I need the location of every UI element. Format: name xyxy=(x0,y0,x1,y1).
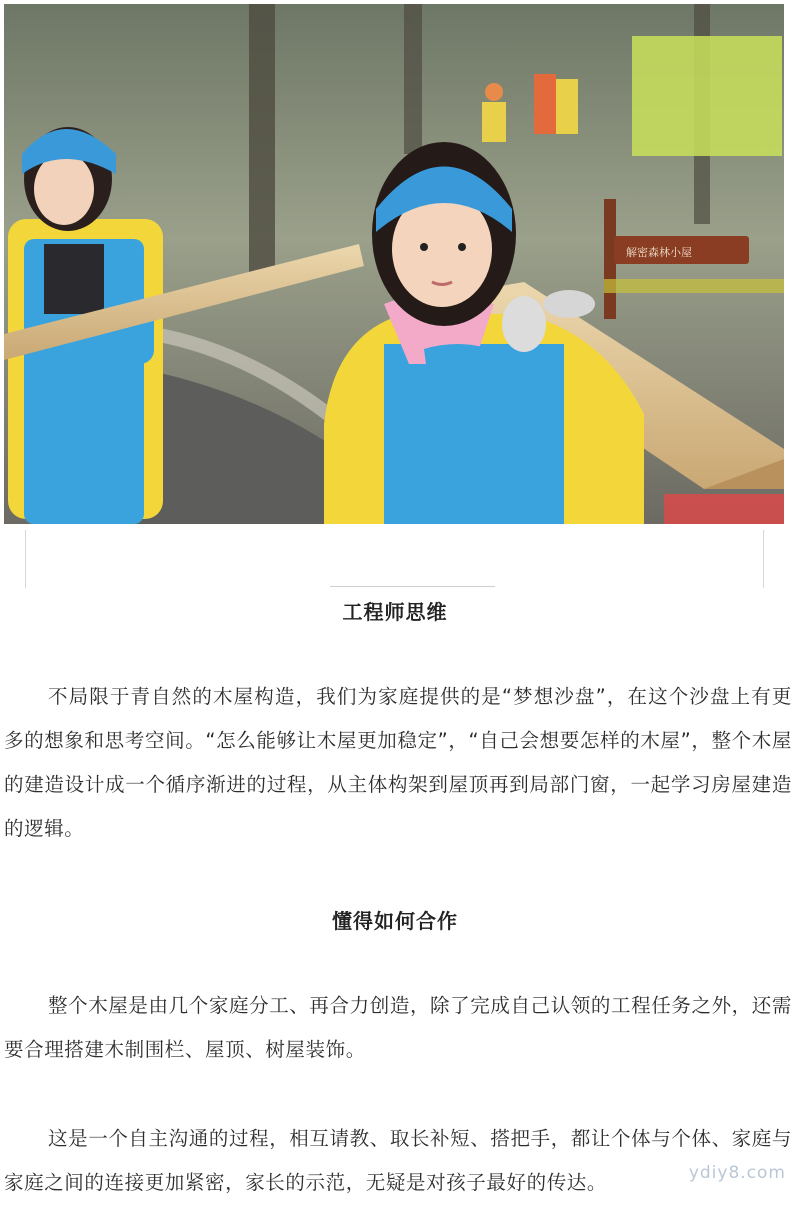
glove xyxy=(502,296,546,352)
section-title-cooperation: 懂得如何合作 xyxy=(332,909,458,933)
section-title-engineer-thinking: 工程师思维 xyxy=(342,600,448,624)
children-carrying-plank-illustration xyxy=(4,4,784,524)
paragraph-cooperation-1: 整个木屋是由几个家庭分工、再合力创造，除了完成自己认领的工程任务之外，还需要合理搭建木制围栏、屋顶、树屋装饰。 xyxy=(4,994,792,1061)
site-watermark: ydiy8.com xyxy=(688,1163,786,1183)
article-photo xyxy=(4,4,784,524)
right-border-line xyxy=(763,530,764,588)
section-divider xyxy=(330,586,495,587)
paragraph-engineer-thinking: 不局限于青自然的木屋构造，我们为家庭提供的是“梦想沙盘”，在这个沙盘上有更多的想象和思考空间。“怎么能够让木屋更加稳定”，“自己会想要怎样的木屋”，整个木屋的建造设计成一个循序渐进的过程，从主体构架到屋顶再到局部门窗，一起学习房屋建造的逻辑。 xyxy=(4,685,792,840)
trail-sign-text: 解密森林小屋 xyxy=(626,246,692,259)
paragraph-cooperation-2: 这是一个自主沟通的过程，相互请教、取长补短、搭把手，都让个体与个体、家庭与家庭之间的连接更加紧密，家长的示范，无疑是对孩子最好的传达。 xyxy=(4,1127,792,1194)
left-border-line xyxy=(25,530,26,588)
